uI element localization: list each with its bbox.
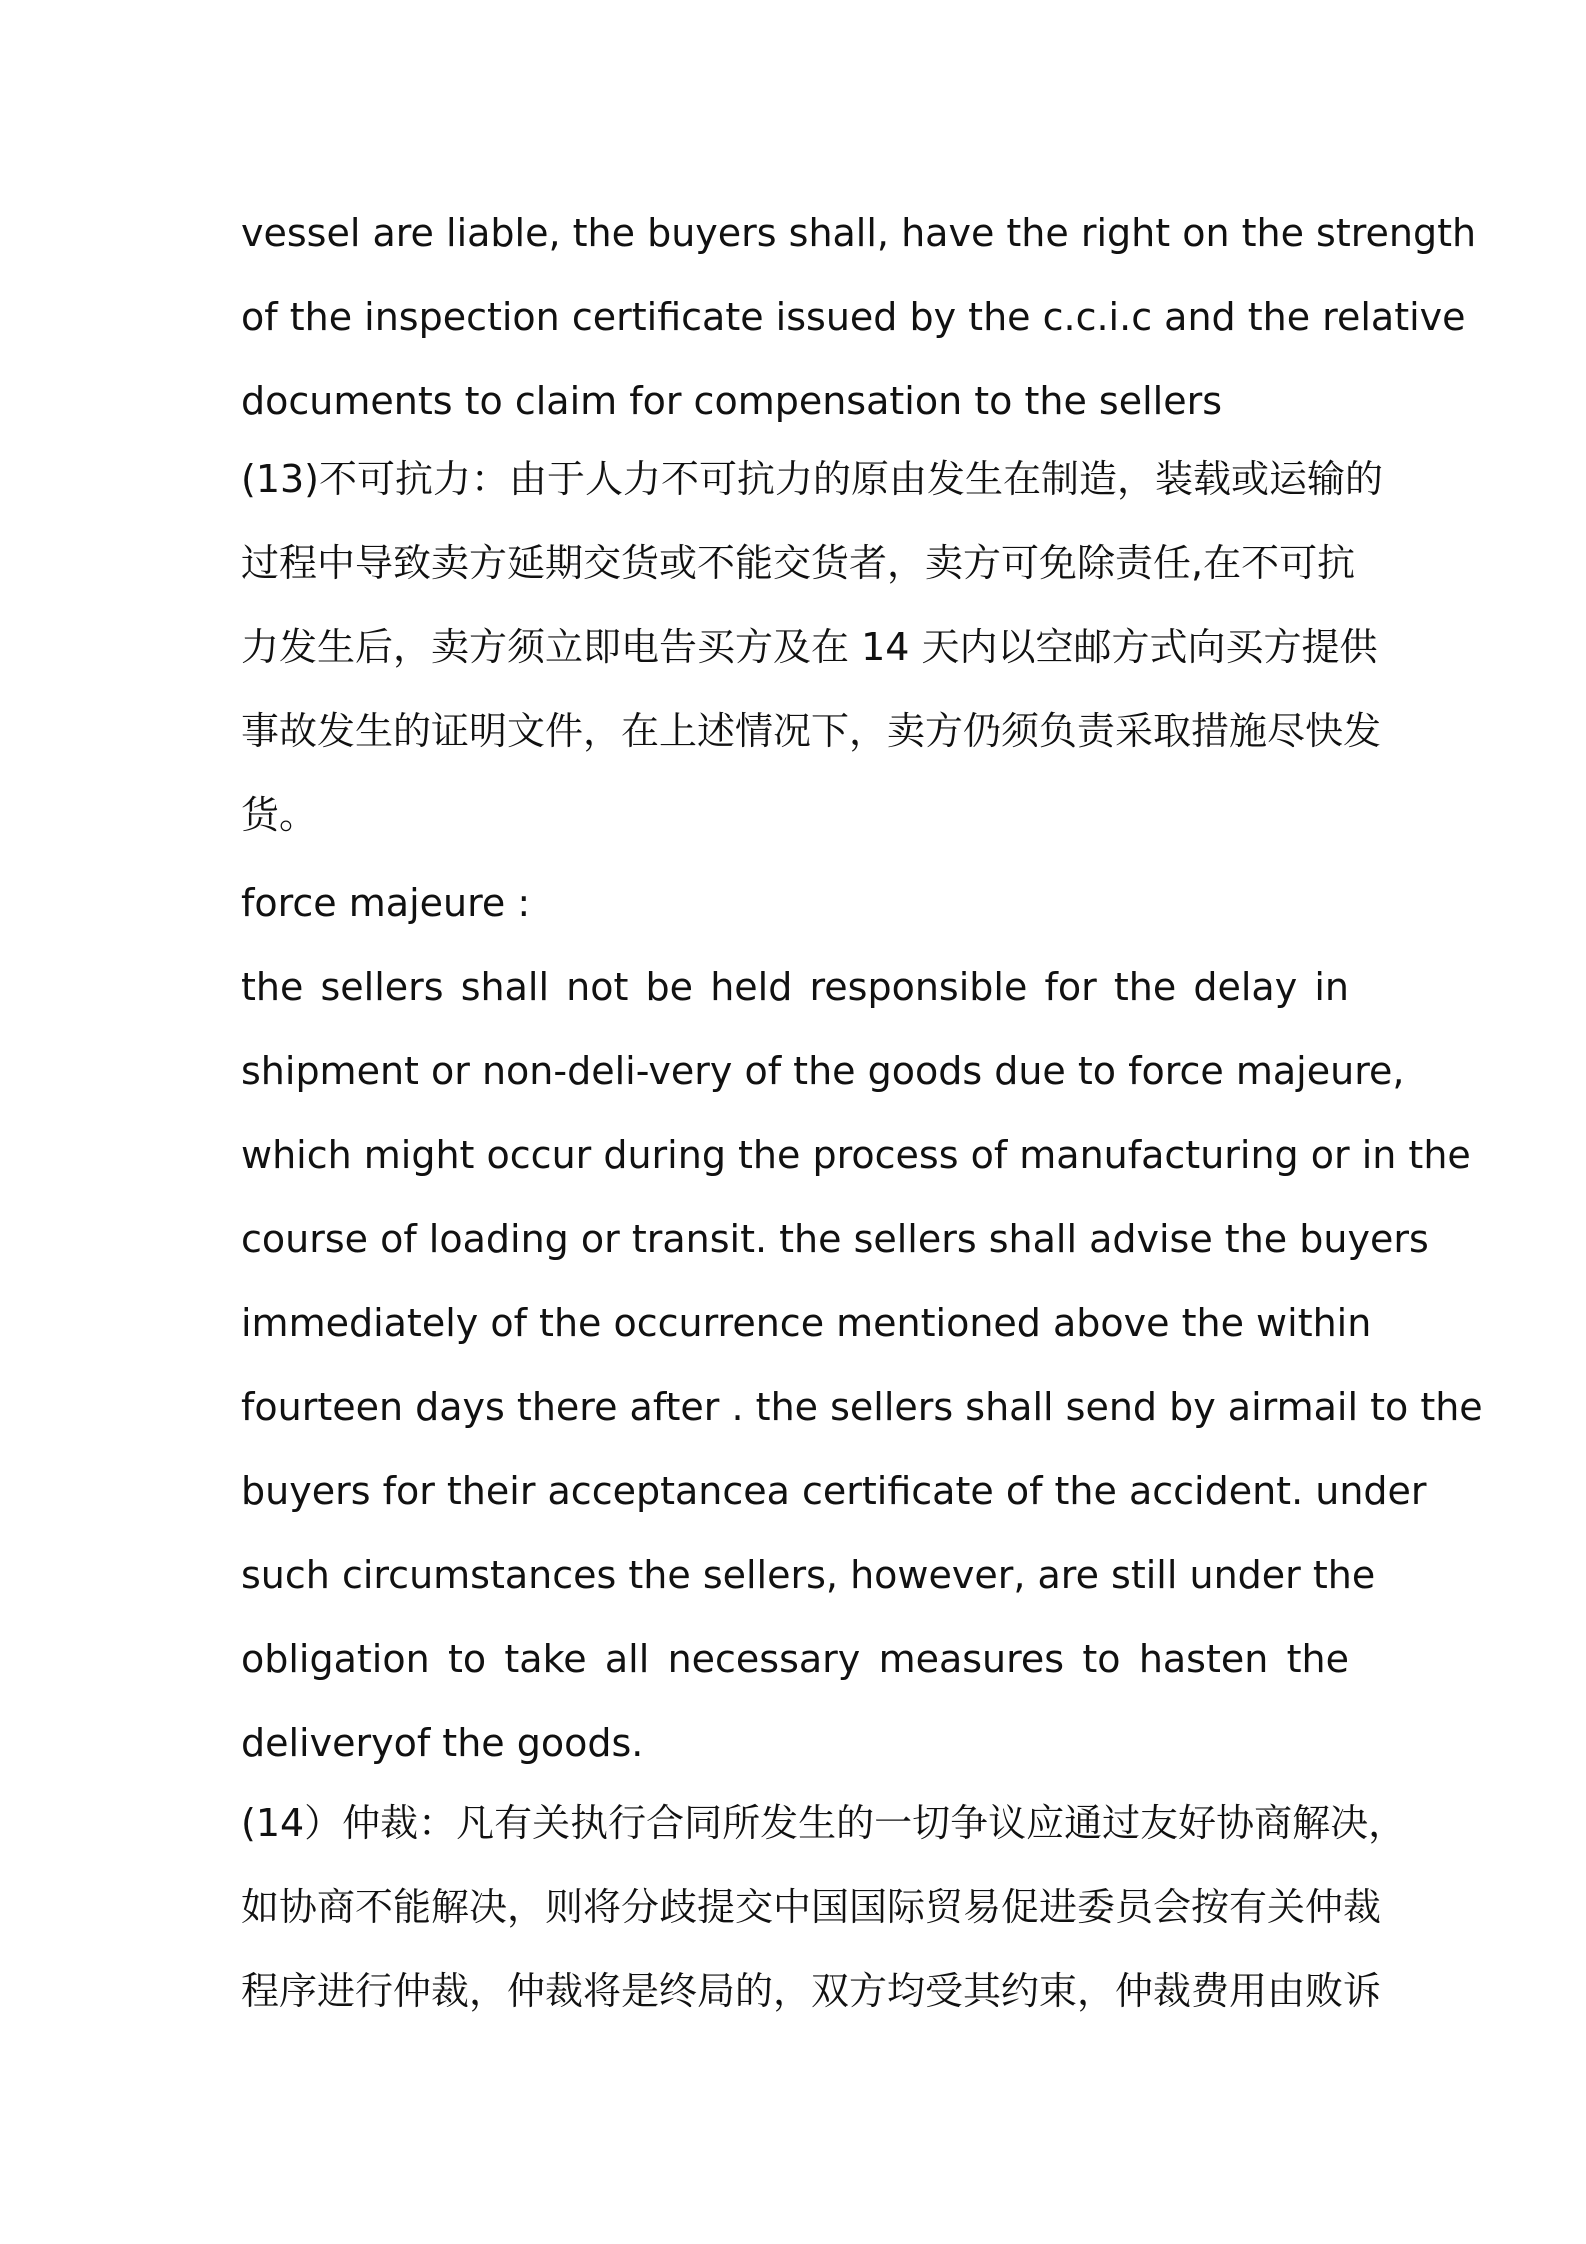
text-line: shipment or non-deli-very of the goods due to force majeure, (241, 1049, 1405, 1093)
text-line: the sellers shall not be held responsible for the delay in (241, 965, 1349, 1009)
text-line: 如协商不能解决，则将分歧提交中国国际贸易促进委员会按有关仲裁 (241, 1885, 1382, 1929)
text-line: (13)不可抗力：由于人力不可抗力的原由发生在制造，装载或运输的 (241, 457, 1384, 501)
text-line: 过程中导致卖方延期交货或不能交货者，卖方可免除责任,在不可抗 (241, 541, 1356, 585)
text-line: deliveryof the goods. (241, 1721, 644, 1765)
text-line: such circumstances the sellers, however, are still under the (241, 1553, 1376, 1597)
text-line: course of loading or transit. the sellers shall advise the buyers (241, 1217, 1429, 1261)
text-line: immediately of the occurrence mentioned above the within (241, 1301, 1372, 1345)
text-line: 货。 (241, 793, 318, 837)
text-line: documents to claim for compensation to the sellers (241, 379, 1223, 423)
text-line: (14）仲裁：凡有关执行合同所发生的一切争议应通过友好协商解决， (241, 1801, 1407, 1845)
text-line: force majeure : (241, 881, 531, 925)
text-line: which might occur during the process of manufacturing or in the (241, 1133, 1471, 1177)
text-line: 事故发生的证明文件，在上述情况下，卖方仍须负责采取措施尽快发 (241, 709, 1382, 753)
text-line: 力发生后，卖方须立即电告买方及在 14 天内以空邮方式向买方提供 (241, 625, 1378, 669)
text-line: fourteen days there after . the sellers shall send by airmail to the (241, 1385, 1483, 1429)
text-line: of the inspection certificate issued by the c.c.i.c and the relative (241, 295, 1466, 339)
text-line: obligation to take all necessary measures to hasten the (241, 1637, 1349, 1681)
text-line: vessel are liable, the buyers shall, have the right on the strength (241, 211, 1477, 255)
text-line: buyers for their acceptancea certificate of the accident. under (241, 1469, 1427, 1513)
text-line: 程序进行仲裁，仲裁将是终局的，双方均受其约束，仲裁费用由败诉 (241, 1969, 1382, 2013)
